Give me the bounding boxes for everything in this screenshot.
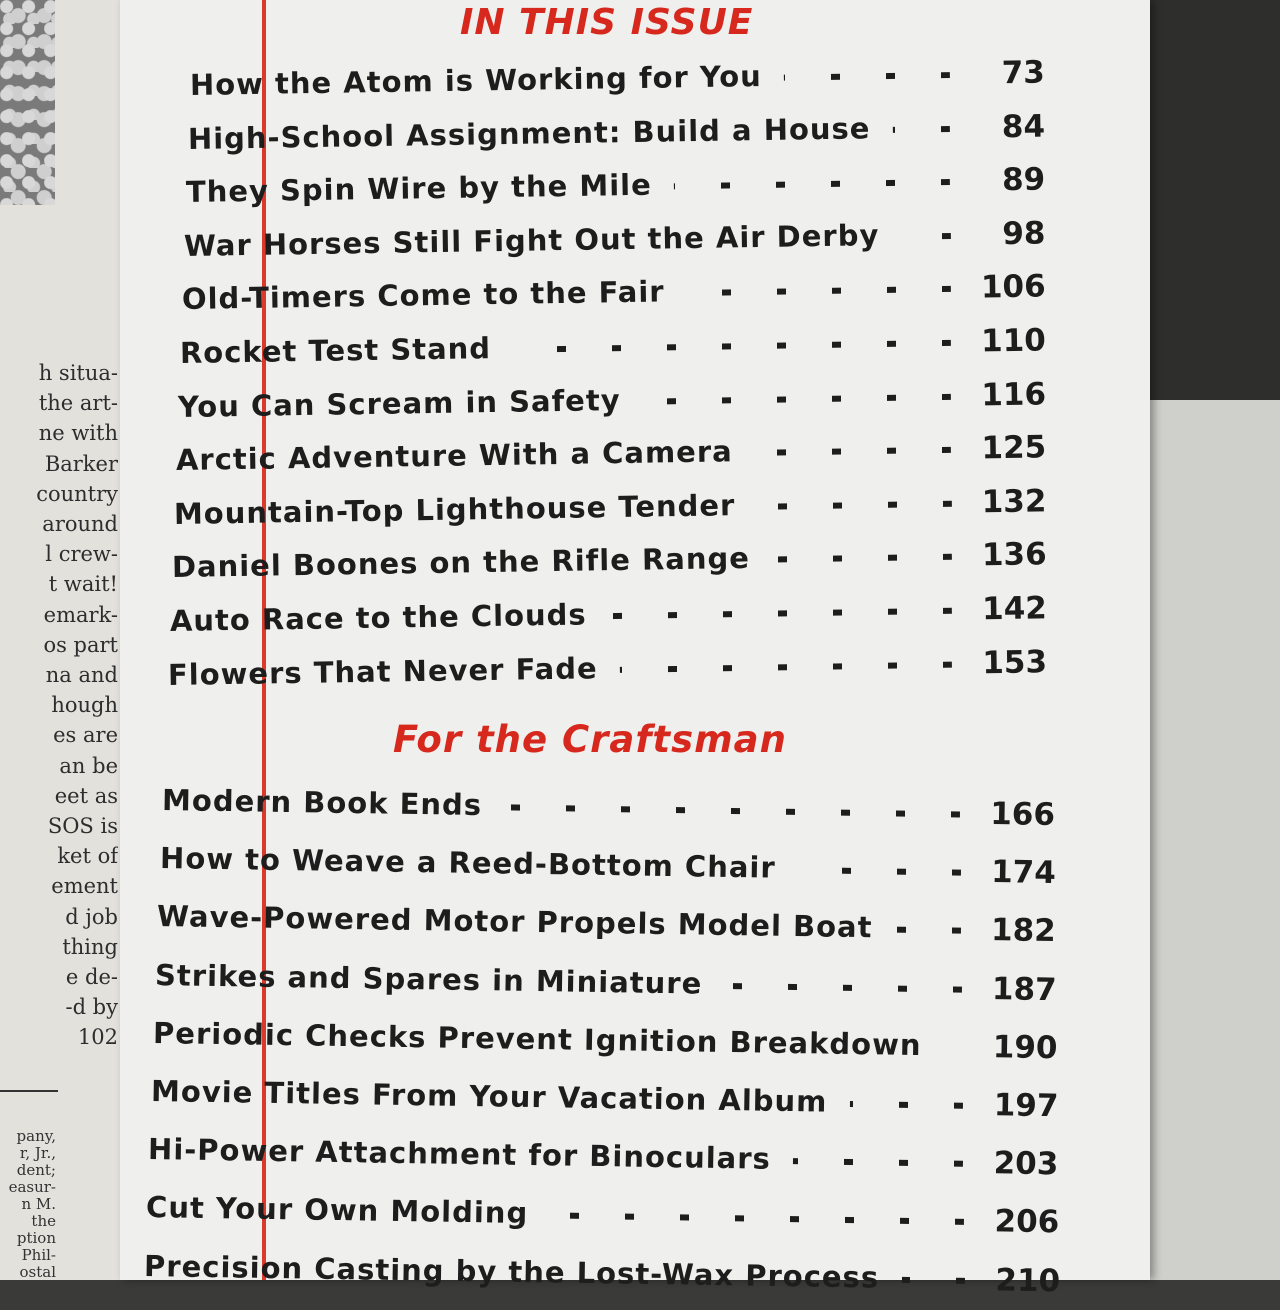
- toc-entry-title: Flowers That Never Fade: [167, 650, 598, 692]
- left-page-line: na and: [45, 663, 118, 688]
- leader-dots: [784, 72, 950, 81]
- toc-entry-page-number: 98: [1002, 215, 1046, 252]
- toc-entry-page-number: 116: [981, 375, 1047, 413]
- left-page-line: ement: [51, 874, 118, 899]
- leader-dots: [687, 286, 951, 296]
- leader-dots: [505, 804, 960, 817]
- left-page-line: hough: [51, 693, 118, 718]
- left-page-small-line: ption: [16, 1230, 56, 1247]
- toc-entry-title: War Horses Still Fight Out the Air Derby: [183, 217, 880, 263]
- left-page-line: e de-: [65, 965, 118, 990]
- toc-entry-page-number: 153: [982, 643, 1048, 681]
- left-page-small-line: easur-: [8, 1179, 56, 1196]
- for-the-craftsman-heading: For the Craftsman: [393, 718, 787, 761]
- leader-dots: [643, 393, 951, 404]
- toc-entry-title: How to Weave a Reed-Bottom Chair: [159, 841, 776, 885]
- leader-dots: [725, 983, 962, 993]
- left-page-line: 102: [77, 1025, 118, 1050]
- toc-entry-page-number: 182: [991, 912, 1057, 950]
- toc-entry-title: Rocket Test Stand: [179, 331, 492, 370]
- leader-dots: [755, 447, 951, 456]
- toc-entry-title: Wave-Powered Motor Propels Model Boat: [157, 899, 874, 945]
- left-page-small-line: n M.: [21, 1196, 56, 1213]
- left-page-line: t wait!: [48, 572, 118, 597]
- toc-entry-page-number: 187: [991, 970, 1058, 1008]
- leader-dots: [609, 608, 952, 619]
- left-page-small-line: ostal: [19, 1264, 56, 1281]
- toc-entry-page-number: 132: [981, 483, 1047, 521]
- toc-entry-page-number: 106: [980, 268, 1046, 306]
- leader-dots: [551, 1213, 965, 1225]
- left-page-line: the art-: [38, 391, 118, 416]
- leader-dots: [758, 501, 952, 510]
- toc-entry-page-number: 197: [992, 1087, 1059, 1125]
- leader-dots: [895, 927, 961, 934]
- in-this-issue-heading: IN THIS ISSUE: [460, 2, 754, 43]
- left-page-small-line: Phil-: [21, 1247, 56, 1264]
- toc-entry-page-number: 125: [981, 429, 1047, 467]
- left-page-small-line: pany,: [16, 1128, 56, 1145]
- left-page-line: ne with: [38, 421, 118, 446]
- toc-entry-title: You Can Scream in Safety: [177, 382, 621, 424]
- left-page-line: an be: [59, 753, 118, 778]
- toc-entry-title: Cut Your Own Molding: [145, 1190, 529, 1231]
- toc-entry-title: Old-Timers Come to the Fair: [181, 274, 665, 317]
- leader-dots: [849, 1101, 963, 1109]
- toc-entry-page-number: 206: [994, 1203, 1060, 1241]
- left-page-small-line: dent;: [16, 1162, 56, 1179]
- left-page-line: SOS is: [47, 814, 118, 839]
- toc-entry-page-number: 110: [980, 322, 1047, 360]
- toc-entry-title: High-School Assignment: Build a House: [187, 110, 871, 156]
- flower-photo: [0, 0, 55, 205]
- leader-dots: [513, 340, 950, 353]
- left-page-line: around: [42, 512, 118, 537]
- toc-entry-page-number: 89: [1001, 161, 1046, 199]
- toc-entry-title: They Spin Wire by the Mile: [185, 167, 652, 210]
- leader-dots: [798, 867, 961, 876]
- left-page-line: os part: [43, 632, 118, 657]
- left-page-line: h situa-: [38, 361, 118, 385]
- left-page-line: Barker: [44, 451, 118, 476]
- toc-entry-title: Periodic Checks Prevent Ignition Breakdown: [152, 1015, 922, 1062]
- left-page-line: l crew-: [45, 542, 118, 567]
- left-page-masthead-text: [0, 1128, 56, 1281]
- toc-entry-page-number: 142: [981, 590, 1048, 628]
- toc-entry-page-number: 210: [994, 1261, 1061, 1299]
- left-page-line: es are: [53, 723, 118, 748]
- toc-entry-title: Daniel Boones on the Rifle Range: [171, 541, 751, 585]
- left-page-line: ket of: [57, 844, 118, 869]
- toc-entry-title: Strikes and Spares in Miniature: [154, 957, 703, 1001]
- leader-dots: [793, 1158, 963, 1167]
- leader-dots: [772, 554, 951, 563]
- leader-dots: [674, 179, 950, 189]
- toc-entry-page-number: 136: [981, 536, 1047, 574]
- toc-entry-page-number: 174: [990, 854, 1056, 892]
- toc-entry-page-number: 166: [989, 796, 1056, 834]
- toc-entry-title: Auto Race to the Clouds: [169, 597, 587, 638]
- left-page-line: emark-: [43, 602, 118, 627]
- toc-entry-title: Hi-Power Attachment for Binoculars: [147, 1132, 772, 1176]
- left-page-small-line: r, Jr.,: [19, 1145, 56, 1162]
- toc-entry-title: How the Atom is Working for You: [189, 59, 763, 102]
- leader-dots: [620, 661, 952, 672]
- leader-dots: [893, 126, 950, 133]
- toc-entry-page-number: 190: [992, 1028, 1058, 1067]
- left-page-rule: [0, 1090, 58, 1092]
- left-page-line: eet as: [54, 783, 118, 808]
- left-page-line: country: [36, 481, 118, 506]
- leader-dots: [902, 233, 951, 240]
- toc-entry-title: Mountain-Top Lighthouse Tender: [173, 487, 736, 531]
- toc-entry-title: Arctic Adventure With a Camera: [175, 434, 733, 478]
- toc-entry-page-number: 84: [1001, 108, 1046, 145]
- left-page-line: -d by: [65, 995, 118, 1020]
- left-page-line: thing: [62, 934, 118, 959]
- left-page-text: [0, 358, 118, 1053]
- toc-entry-page-number: 73: [1001, 54, 1046, 92]
- toc-entry-title: Modern Book Ends: [161, 783, 483, 823]
- toc-entry-title: Movie Titles From Your Vacation Album: [150, 1074, 828, 1119]
- left-page-line: d job: [65, 904, 118, 929]
- left-adjacent-page: [0, 0, 120, 1280]
- left-page-small-line: the: [31, 1213, 56, 1230]
- toc-entry-page-number: 203: [993, 1145, 1059, 1183]
- toc-entry-title: Precision Casting by the Lost-Wax Process: [143, 1248, 879, 1295]
